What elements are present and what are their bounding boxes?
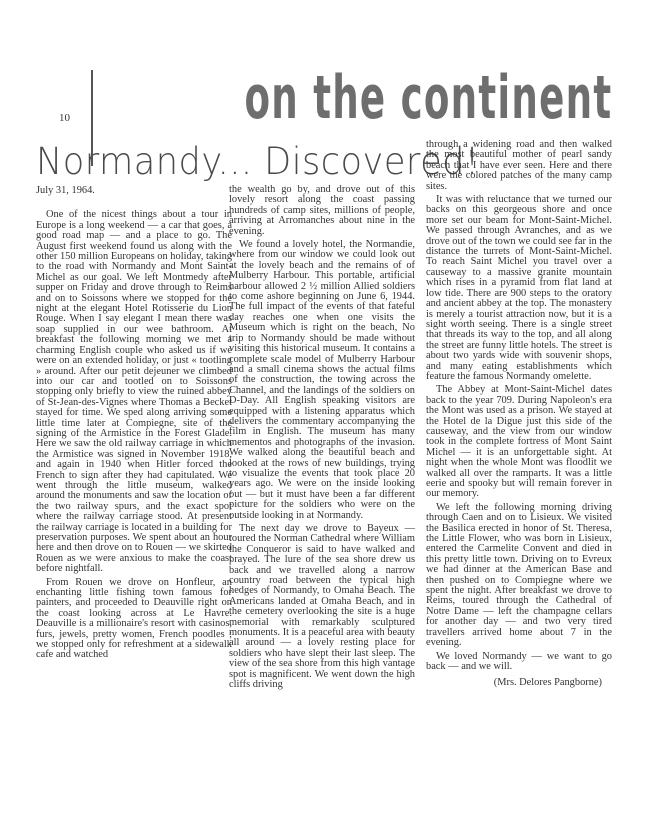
paragraph: From Rouen we drove on Honfleur, an enchanting little fishing town famous for painters, and proceeded to Deauville right on the coast looking across at Le Havre. Deauville is a millionaire's resort with casinos, furs, jewels, pretty women, French poodles ; we stopped only for refreshment at a sidewalk cafe and watched (36, 576, 232, 661)
dateline: July 31, 1964. (36, 185, 95, 196)
paragraph: We left the following morning driving through Caen and on to Lisieux. We visited the Basilica erected in honor of St. Theresa, the Little Flower, who was born in Lisieux, entered the Carmelite Convent and died in this pretty little town. Driving on to Evreux we had dinner at the American Base and then pushed on to Compiegne where we spent the night. After breakfast we drove to Reims, toured through the Cathedral of Notre Dame — left the champagne cellars for another day — and two very tired travellers arrived home about 7 in the evening. (426, 501, 612, 649)
paragraph: the wealth go by, and drove out of this lovely resort along the coast passing hundreds of camp sites, millions of people, arriving at Arromanches about nine in the evening. (229, 184, 415, 237)
paragraph: The Abbey at Mont-Saint-Michel dates back to the year 709. During Napoleon's era the Mont was used as a prison. We stayed at the Hotel de la Digue just this side of the causeway, and the view from our window took in the complete fortress of Mont Saint Michel — it is an unforgettable sight. At night when the whole Mont was floodlit we walked all over the ramparts. It was a little eerie and spooky but will remain forever in our memory. (426, 384, 612, 500)
column-left (36, 186, 232, 664)
paragraph: It was with reluctance that we turned our backs on this georgeous shore and once more set our beam for Mont-Saint-Michel. We passed through Avranches, and as we drove out of the town we could see far in the distance the turrets of Mont-Saint-Michel. To reach Saint Michel you travel over a causeway to a massive granite mountain which rises in a pyramid from flat land at low tide. There are 900 steps to the oratory and ancient abbey at the top. The monastery is merely a tourist attraction now, but it is a sight worth seeing. There is a single street that threads its way to the top, and all along the street are funny little hotels. The street is about two yards wide with souvenir shops, and many eating establishments which feature the famous Normandy omelette. (426, 194, 612, 382)
column-middle (229, 185, 415, 694)
paragraph: We loved Normandy — we want to go back — and we will. (426, 650, 612, 672)
page-number: 10 (59, 112, 70, 124)
paragraph: through a widening road and then walked the most beautiful mother of pearl sandy beach that I have ever seen. Here and there were the colored patches of the many camp sites. (426, 139, 612, 192)
paragraph: We found a lovely hotel, the Normandie, where from our window we could look out at the lovely beach and the remains of of Mulberry Harbour. This portable, artificial harbour allowed 2 ½ million Allied soldiers to come ashore beginning on June 6, 1944. The full impact of the events of that fateful day reaches one when one visits the Museum which is right on the beach, No trip to Normandy should be made without visiting this historical museum. It contains a complete scale model of Mulberry Harbour and a small cinema shows the actual films of the construction, the towing across the Channel, and the landings of the soldiers on D-Day. All English speaking visitors are equipped with a listening apparatus which delivers the commentary accompanying the film in English. The museum has many mementos and photographs of the invasion. We walked along the beautiful beach and looked at the rows of new buildings, trying to visualize the events that took place 20 years ago. We were on the inside looking out — but it must have been a far different picture for the soldiers who were on the outside looking in at Normandy. (229, 239, 415, 521)
article-title: Normandy... Discovered! (36, 140, 480, 183)
signature: (Mrs. Delores Pangborne) (493, 677, 602, 689)
section-heading: on the continent (244, 63, 612, 133)
paragraph: The next day we drove to Bayeux — toured the Norman Cathedral where William the Conqueror is said to have walked and prayed. The lure of the sea shore drew us back and we travelled along a narrow country road between the typical high hedges of Normandy, to Omaha Beach. The Americans landed at Omaha Beach, and in the cemetery overlooking the site is a huge memorial with remarkably sculptured monuments. It is a peaceful area with beauty all around — a lovely resting place for soldiers who have slept their last sleep. The view of the sea shore from this high vantage spot is magnificent. We went down the high cliffs driving (229, 523, 415, 691)
paragraph: One of the nicest things about a tour in Europe is a long weekend — a car that goes, a good road map — and a place to go. The August first weekend found us along with the other 150 million Europeans on holiday, taking to the road with Normandy and Mont Saint-Michel as our goal. We left Montmedy after supper on Friday and drove through to Reims and on to Soissons where we stopped for the night at the elegant Hotel Rotisserie du Lion Rouge. When I say elegant I mean there was soap supplied in our wee bathroom. At breakfast the following morning we met a charming English couple who asked us if we were on an extended holiday, or just « tootling » around. After our petit dejeuner we climbed into our car and tootled on to Soissons stopping only briefly to view the ruined abbey of St-Jean-des-Vignes where Thomas a Becket stayed for time. We sped along arriving some little time later at Compiegne, site of the signing of the Armistice in the Forest Glade. Here we saw the old railway carriage in which the Armistice was signed in November 1918, and again in 1940 when Hitler forced the French to sign after they had capitulated. We went through the little museum, walked around the monuments and saw the location of the two railway spurs, and the exact spot where the railway carriage stood. At present the railway carriage is located in a building for preservation purposes. We spent about an hour here and then drove on to Rouen — we skirted Rouen as we were anxious to make the coast before nightfall. (36, 209, 232, 575)
column-right (426, 140, 612, 692)
